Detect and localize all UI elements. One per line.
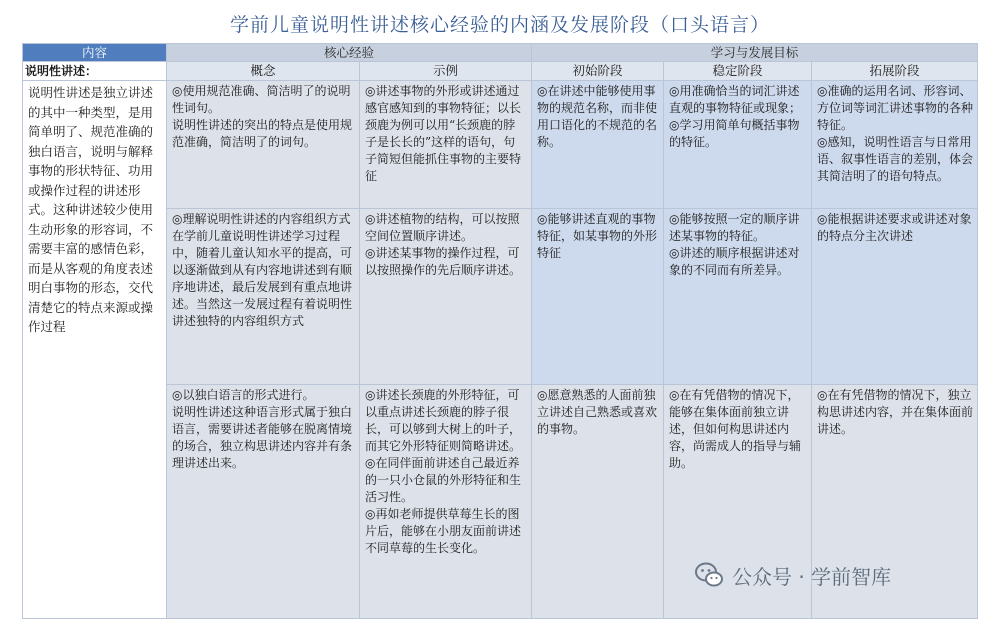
first-label: 说明性讲述： bbox=[23, 62, 167, 81]
expanded-text: ◎在有凭借物的情况下，独立构思讲述内容，并在集体面前讲述。 bbox=[817, 388, 974, 436]
expanded-cell bbox=[812, 209, 978, 385]
concept-cell bbox=[167, 385, 360, 619]
initial-text: ◎能够讲述直观的事物特征，如某事物的外形特征 bbox=[537, 212, 658, 260]
stable-text: ◎能够按照一定的顺序讲述某事物的特征。 ◎讲述的顺序根据讲述对象的不同而有所差异。 bbox=[669, 212, 800, 277]
example-cell bbox=[360, 385, 532, 619]
stable-text: ◎用准确恰当的词汇讲述直观的事物特征或现象； ◎学习用简单句概括事物的特征。 bbox=[669, 84, 802, 149]
example-cell bbox=[360, 81, 532, 209]
header-concept: 概念 bbox=[167, 62, 360, 81]
description-cell bbox=[23, 81, 167, 619]
header-goals: 学习与发展目标 bbox=[532, 44, 978, 62]
example-text: ◎讲述植物的结构，可以按照空间位置顺序讲述。 ◎讲述某事物的操作过程，可以按照操作的先后顺序讲述。 bbox=[365, 212, 522, 277]
watermark bbox=[694, 560, 891, 590]
expanded-cell bbox=[812, 81, 978, 209]
stable-cell bbox=[664, 209, 812, 385]
example-text: ◎讲述事物的外形或讲述通过感官感知到的事物特征；以长颈鹿为例可以用“长颈鹿的脖子是长长的”这样的语句，句子简短但能抓住事物的主要特征 bbox=[365, 84, 522, 183]
header-row-1 bbox=[23, 44, 978, 62]
header-example: 示例 bbox=[360, 62, 532, 81]
example-cell bbox=[360, 209, 532, 385]
concept-cell bbox=[167, 209, 360, 385]
header-initial: 初始阶段 bbox=[532, 62, 664, 81]
watermark-text: 公众号 · 学前智库 bbox=[732, 564, 892, 589]
expanded-text: ◎准确的运用名词、形容词、方位词等词汇讲述事物的各种特征。 ◎感知，说明性语言与日常用语、叙事性语言的差别，体会其简洁明了的语句特点。 bbox=[817, 84, 974, 183]
page-title: 学前儿童说明性讲述核心经验的内涵及发展阶段（口头语言） bbox=[229, 14, 770, 36]
header-content: 内容 bbox=[23, 44, 167, 62]
initial-cell bbox=[532, 209, 664, 385]
concept-text: ◎理解说明性讲述的内容组织方式 在学前儿童说明性讲述学习过程中，随着儿童认知水平的提高，可以逐渐做到从有内容地讲述到有顺序地讲述，最后发展到有重点地讲述。当然这一发展过程有着说明性讲述独特的内容组织方式 bbox=[172, 212, 353, 328]
table-row bbox=[23, 81, 978, 209]
concept-text: ◎使用规范准确、简洁明了的说明性词句。 说明性讲述的突出的特点是使用规范准确，简洁明了的词句。 bbox=[172, 84, 353, 149]
concept-text: ◎以独白语言的形式进行。 说明性讲述这种语言形式属于独白语言，需要讲述者能够在脱离情境的场合，独立构思讲述内容并有条理讲述出来。 bbox=[172, 388, 353, 470]
content-table bbox=[22, 43, 978, 619]
expanded-text: ◎能根据讲述要求或讲述对象的特点分主次讲述 bbox=[817, 212, 972, 243]
initial-cell bbox=[532, 81, 664, 209]
wechat-icon bbox=[694, 560, 724, 590]
initial-cell bbox=[532, 385, 664, 619]
initial-text: ◎愿意熟悉的人面前独立讲述自己熟悉或喜欢的事物。 bbox=[537, 388, 658, 436]
table-row bbox=[23, 209, 978, 385]
initial-text: ◎在讲述中能够使用事物的规范名称，而非使用口语化的不规范的名称。 bbox=[537, 84, 658, 149]
header-core-experience: 核心经验 bbox=[167, 44, 532, 62]
header-expanded: 拓展阶段 bbox=[812, 62, 978, 81]
header-stable: 稳定阶段 bbox=[664, 62, 812, 81]
stable-text: ◎在有凭借物的情况下，能够在集体面前独立讲述，但如何构思讲述内容，尚需成人的指导与辅助。 bbox=[669, 388, 802, 470]
stable-cell bbox=[664, 81, 812, 209]
example-text: ◎讲述长颈鹿的外形特征，可以重点讲述长颈鹿的脖子很长，可以够到大树上的叶子，而其它外形特征则简略讲述。 ◎在同伴面前讲述自己最近养的一只小仓鼠的外形特征和生活习性。 ◎再如老师提供草莓生长的图片后，能够在小朋友面前讲述不同草莓的生长变化。 bbox=[365, 388, 522, 555]
description-text: 说明性讲述是独立讲述的其中一种类型，是用简单明了、规范准确的独白语言，说明与解释事物的形状特征、功用或操作过程的讲述形式。这种讲述较少使用生动形象的形容词，不需要丰富的感情色彩，而是从客观的角度表述明白事物的形态，交代清楚它的特点来源或操作过程 bbox=[28, 85, 154, 334]
header-row-2 bbox=[23, 62, 978, 81]
concept-cell bbox=[167, 81, 360, 209]
